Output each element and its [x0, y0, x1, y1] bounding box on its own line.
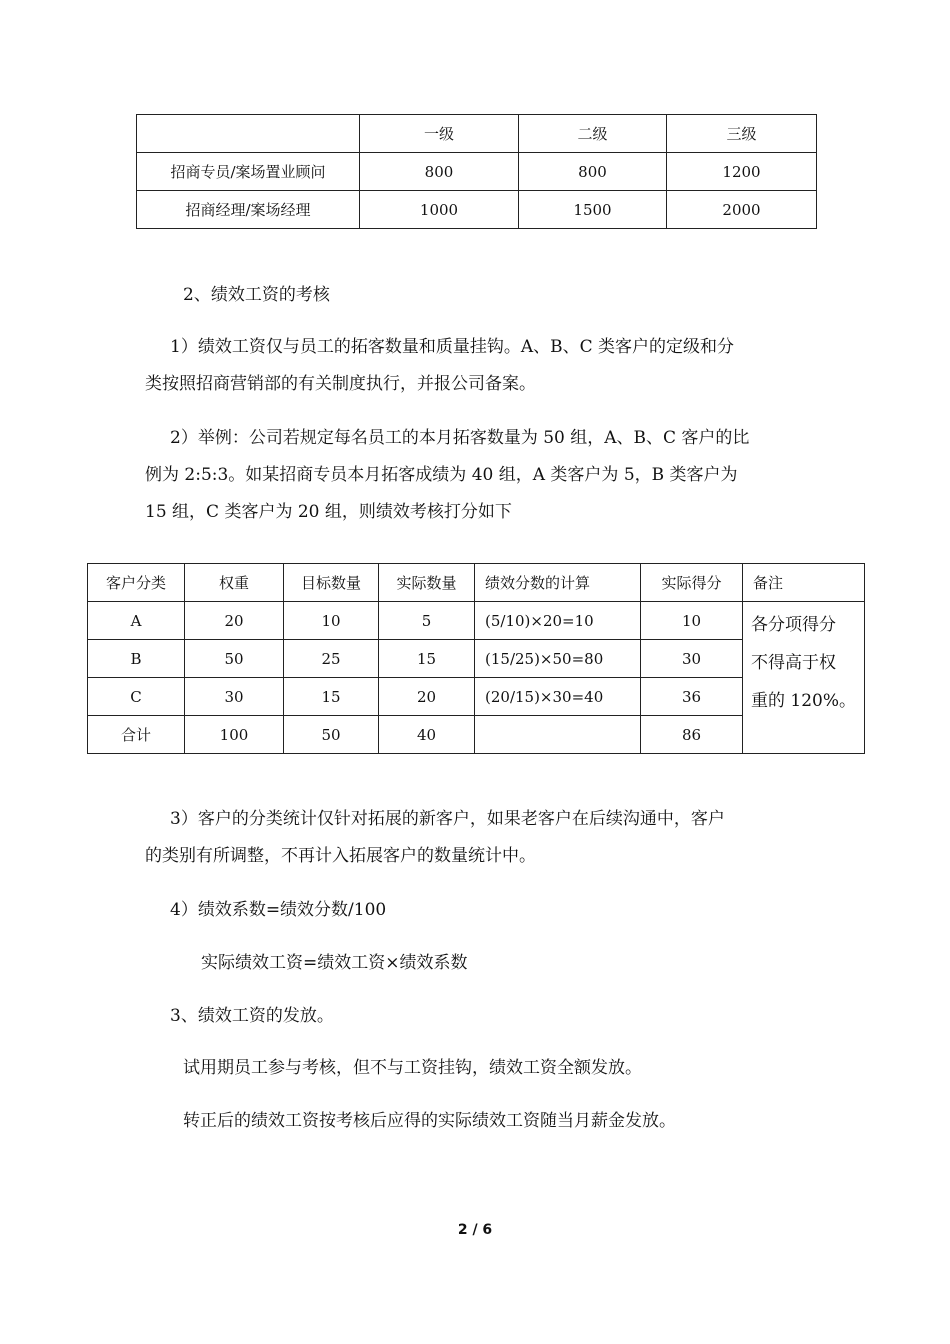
- paragraph-6: 转正后的绩效工资按考核后应得的实际绩效工资随当月薪金发放。: [183, 1111, 676, 1131]
- table-row: [88, 602, 865, 640]
- table-cell: 绩效分数的计算: [475, 564, 641, 602]
- table-row: [137, 153, 817, 191]
- table-cell: 86: [641, 716, 743, 754]
- table-cell: 三级: [667, 115, 817, 153]
- table-cell: 800: [519, 153, 667, 191]
- table-cell: 36: [641, 678, 743, 716]
- table-row: [137, 191, 817, 229]
- paragraph-5: 试用期员工参与考核，但不与工资挂钩，绩效工资全额发放。: [183, 1058, 642, 1078]
- note-line: 各分项得分: [751, 615, 836, 635]
- table-cell: 2000: [667, 191, 817, 229]
- paragraph-2-line-3: 15 组，C 类客户为 20 组，则绩效考核打分如下: [145, 502, 512, 522]
- table-cell: 二级: [519, 115, 667, 153]
- table-cell: 10: [641, 602, 743, 640]
- note-line: 不得高于权: [751, 653, 836, 673]
- table-cell: 实际得分: [641, 564, 743, 602]
- table-cell: 15: [284, 678, 379, 716]
- table-cell: [475, 716, 641, 754]
- table-cell: B: [88, 640, 185, 678]
- table-cell: 25: [284, 640, 379, 678]
- paragraph-1-line-2: 类按照招商营销部的有关制度执行，并报公司备案。: [145, 374, 536, 394]
- table-cell: [137, 115, 360, 153]
- table-cell: 一级: [360, 115, 519, 153]
- table-header-row: [88, 564, 865, 602]
- table-cell: (5/10)×20=10: [475, 602, 641, 640]
- table-cell: 20: [379, 678, 475, 716]
- salary-level-table: [136, 114, 817, 229]
- table-cell: 1000: [360, 191, 519, 229]
- table-cell: 招商经理/案场经理: [137, 191, 360, 229]
- table-cell: 30: [185, 678, 284, 716]
- section-3-title: 3、绩效工资的发放。: [170, 1006, 334, 1026]
- table-cell: 实际数量: [379, 564, 475, 602]
- table-cell: 1200: [667, 153, 817, 191]
- note-cell: [743, 602, 865, 754]
- performance-score-table: [87, 563, 865, 754]
- paragraph-1-line-1: 1）绩效工资仅与员工的拓客数量和质量挂钩。A、B、C 类客户的定级和分: [170, 337, 734, 357]
- paragraph-3-line-2: 的类别有所调整，不再计入拓展客户的数量统计中。: [145, 846, 536, 866]
- table-cell: 备注: [743, 564, 865, 602]
- paragraph-2-line-2: 例为 2:5:3。如某招商专员本月拓客成绩为 40 组，A 类客户为 5，B 类客户为: [145, 465, 738, 485]
- table-cell: 800: [360, 153, 519, 191]
- note-line: 重的 120%。: [751, 691, 857, 711]
- table-cell: 1500: [519, 191, 667, 229]
- table-cell: 15: [379, 640, 475, 678]
- table-cell: C: [88, 678, 185, 716]
- table-cell: 合计: [88, 716, 185, 754]
- paragraph-3-line-1: 3）客户的分类统计仅针对拓展的新客户，如果老客户在后续沟通中，客户: [170, 809, 725, 829]
- section-2-title: 2、绩效工资的考核: [183, 285, 330, 305]
- table-cell: 50: [284, 716, 379, 754]
- table-cell: 招商专员/案场置业顾问: [137, 153, 360, 191]
- table-cell: 权重: [185, 564, 284, 602]
- table-cell: 20: [185, 602, 284, 640]
- table-cell: 目标数量: [284, 564, 379, 602]
- paragraph-4: 4）绩效系数=绩效分数/100: [170, 900, 387, 920]
- formula-line: 实际绩效工资=绩效工资×绩效系数: [201, 953, 468, 973]
- table-cell: (15/25)×50=80: [475, 640, 641, 678]
- table-cell: (20/15)×30=40: [475, 678, 641, 716]
- table-cell: A: [88, 602, 185, 640]
- table-cell: 客户分类: [88, 564, 185, 602]
- table-cell: 50: [185, 640, 284, 678]
- table-cell: 40: [379, 716, 475, 754]
- table-cell: 5: [379, 602, 475, 640]
- table-cell: 30: [641, 640, 743, 678]
- page-number: 2 / 6: [457, 1222, 493, 1238]
- table-cell: 10: [284, 602, 379, 640]
- table-header-row: [137, 115, 817, 153]
- table-cell: 100: [185, 716, 284, 754]
- paragraph-2-line-1: 2）举例：公司若规定每名员工的本月拓客数量为 50 组，A、B、C 客户的比: [170, 428, 750, 448]
